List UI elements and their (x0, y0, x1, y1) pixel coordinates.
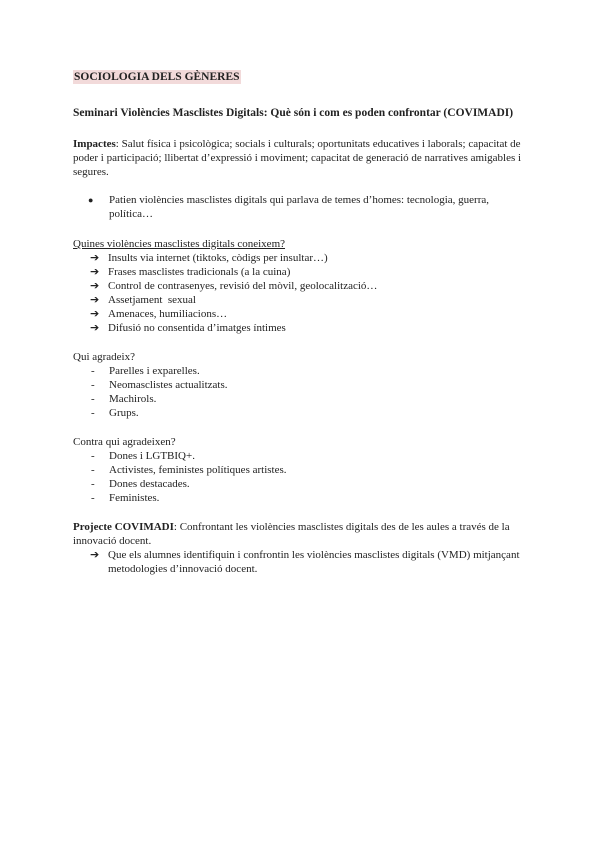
impactes-text: : Salut física i psicològica; socials i culturals; oportunitats educatives i laborals; capacitat de poder i participació; llibertat d’expressió i moviment; capacitat de generació de narratives amigables i segures. (73, 138, 522, 178)
projecte-list (73, 548, 533, 576)
dash-marker: - (91, 407, 95, 419)
document-content (73, 70, 533, 576)
list-item-text: Amenaces, humiliacions… (108, 308, 228, 320)
list-item-text: Que els alumnes identifiquin i confrontin les violències masclistes digitals (VMD) mitjançant metodologies d’innovació docent. (108, 549, 520, 575)
bullet-dot-icon: ● (88, 195, 94, 205)
qui-agradeix-list (73, 364, 533, 420)
list-item-text: Dones destacades. (109, 478, 190, 490)
list-item (91, 392, 533, 406)
list-item (90, 293, 533, 307)
arrow-icon: ➔ (90, 279, 100, 292)
arrow-icon: ➔ (90, 293, 100, 306)
list-item (91, 491, 533, 505)
list-item (91, 378, 533, 392)
violencies-list (73, 251, 533, 335)
list-item-text: Grups. (109, 407, 139, 419)
list-item (90, 265, 533, 279)
dash-marker: - (91, 478, 95, 490)
dash-marker: - (91, 464, 95, 476)
list-item-text: Feministes. (109, 492, 160, 504)
dash-marker: - (91, 393, 95, 405)
projecte-label: Projecte COVIMADI (73, 521, 174, 533)
list-item-text: Machirols. (109, 393, 157, 405)
projecte-paragraph (73, 520, 533, 548)
list-item (90, 548, 533, 576)
list-item (88, 193, 533, 221)
arrow-icon: ➔ (90, 265, 100, 278)
arrow-icon: ➔ (90, 548, 100, 561)
list-item-text: Neomasclistes actualitzats. (109, 379, 228, 391)
list-item-text: Control de contrasenyes, revisió del mòvil, geolocalització… (108, 280, 378, 292)
dash-marker: - (91, 492, 95, 504)
list-item (91, 449, 533, 463)
bullet-note-text: Patien violències masclistes digitals qui parlava de temes d’homes: tecnologia, guerra, política… (109, 194, 489, 220)
seminar-subtitle: Seminari Violències Masclistes Digitals: Què són i com es poden confrontar (COVIMADI) (73, 107, 514, 119)
impactes-paragraph (73, 137, 533, 179)
list-item (91, 364, 533, 378)
bullet-list (73, 193, 533, 221)
list-item-text: Parelles i exparelles. (109, 365, 200, 377)
list-item (90, 307, 533, 321)
list-item-text: Dones i LGTBIQ+. (109, 450, 195, 462)
list-item-text: Assetjament sexual (108, 294, 196, 306)
arrow-icon: ➔ (90, 321, 100, 334)
contra-qui-list (73, 449, 533, 505)
violencies-heading: Quines violències masclistes digitals coneixem? (73, 238, 286, 250)
list-item (90, 251, 533, 265)
dash-marker: - (91, 365, 95, 377)
list-item (91, 406, 533, 420)
document-title: SOCIOLOGIA DELS GÈNERES (74, 71, 240, 83)
list-item (91, 463, 533, 477)
dash-marker: - (91, 379, 95, 391)
list-item-text: Insults via internet (tiktoks, còdigs per insultar…) (108, 252, 328, 264)
list-item-text: Difusió no consentida d’imatges íntimes (108, 322, 286, 334)
arrow-icon: ➔ (90, 307, 100, 320)
contra-qui-heading: Contra qui agradeixen? (73, 436, 176, 448)
list-item-text: Activistes, feministes polítiques artistes. (109, 464, 287, 476)
list-item (90, 279, 533, 293)
list-item-text: Frases masclistes tradicionals (a la cuina) (108, 266, 291, 278)
list-item (90, 321, 533, 335)
qui-agradeix-heading: Qui agradeix? (73, 351, 135, 363)
dash-marker: - (91, 450, 95, 462)
projecte-text: : Confrontant les violències masclistes digitals des de les aules a través de la innovació docent. (73, 521, 510, 547)
list-item (91, 477, 533, 491)
arrow-icon: ➔ (90, 251, 100, 264)
impactes-label: Impactes (73, 138, 116, 150)
